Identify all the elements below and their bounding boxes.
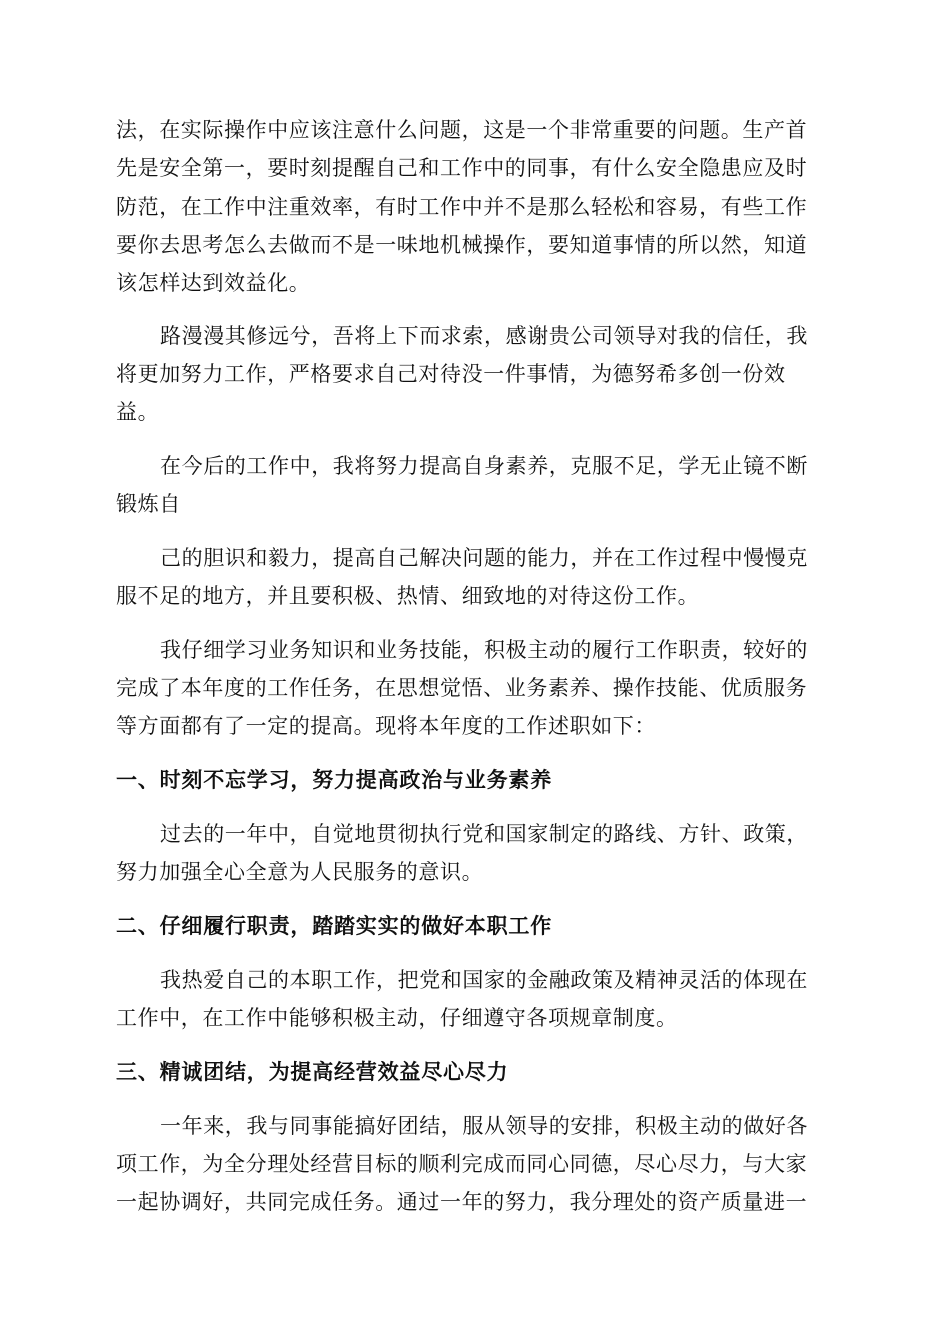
paragraph-line: 一起协调好，共同完成任务。通过一年的努力，我分理处的资产质量进一	[116, 1190, 808, 1214]
paragraph-line: 服不足的地方，并且要积极、热情、细致地的对待这份工作。	[116, 584, 700, 608]
paragraph-line: 项工作，为全分理处经营目标的顺利完成而同心同德，尽心尽力，与大家	[116, 1152, 808, 1176]
paragraph-line: 该怎样达到效益化。	[116, 271, 311, 295]
section-heading: 二、仔细履行职责，踏踏实实的做好本职工作	[116, 914, 552, 938]
paragraph-line: 努力加强全心全意为人民服务的意识。	[116, 860, 484, 884]
paragraph-line: 益。	[116, 400, 160, 424]
section-heading: 一、时刻不忘学习，努力提高政治与业务素养	[116, 768, 552, 792]
paragraph-line: 我热爱自己的本职工作，把党和国家的金融政策及精神灵活的体现在	[160, 968, 808, 992]
paragraph-line: 锻炼自	[116, 492, 181, 516]
paragraph-line: 一年来，我与同事能搞好团结，服从领导的安排，积极主动的做好各	[160, 1114, 808, 1138]
section-heading: 三、精诚团结，为提高经营效益尽心尽力	[116, 1060, 509, 1084]
paragraph-line: 我仔细学习业务知识和业务技能，积极主动的履行工作职责，较好的	[160, 638, 808, 662]
paragraph-line: 防范，在工作中注重效率，有时工作中并不是那么轻松和容易，有些工作	[116, 195, 808, 219]
paragraph-line: 完成了本年度的工作任务，在思想觉悟、业务素养、操作技能、优质服务	[116, 676, 808, 700]
paragraph-line: 工作中，在工作中能够积极主动，仔细遵守各项规章制度。	[116, 1006, 678, 1030]
paragraph-line: 过去的一年中，自觉地贯彻执行党和国家制定的路线、方针、政策，	[160, 822, 808, 846]
paragraph-line: 路漫漫其修远兮，吾将上下而求索，感谢贵公司领导对我的信任，我	[160, 324, 808, 348]
paragraph-line: 先是安全第一，要时刻提醒自己和工作中的同事，有什么安全隐患应及时	[116, 156, 808, 180]
paragraph-line: 己的胆识和毅力，提高自己解决问题的能力，并在工作过程中慢慢克	[160, 546, 808, 570]
paragraph-line: 法，在实际操作中应该注意什么问题，这是一个非常重要的问题。生产首	[116, 118, 808, 142]
paragraph-line: 将更加努力工作，严格要求自己对待没一件事情，为德努希多创一份效	[116, 362, 786, 386]
paragraph-line: 等方面都有了一定的提高。现将本年度的工作述职如下：	[116, 714, 656, 738]
paragraph-line: 要你去思考怎么去做而不是一味地机械操作，要知道事情的所以然，知道	[116, 233, 808, 257]
paragraph-line: 在今后的工作中，我将努力提高自身素养，克服不足，学无止镜不断	[160, 454, 808, 478]
